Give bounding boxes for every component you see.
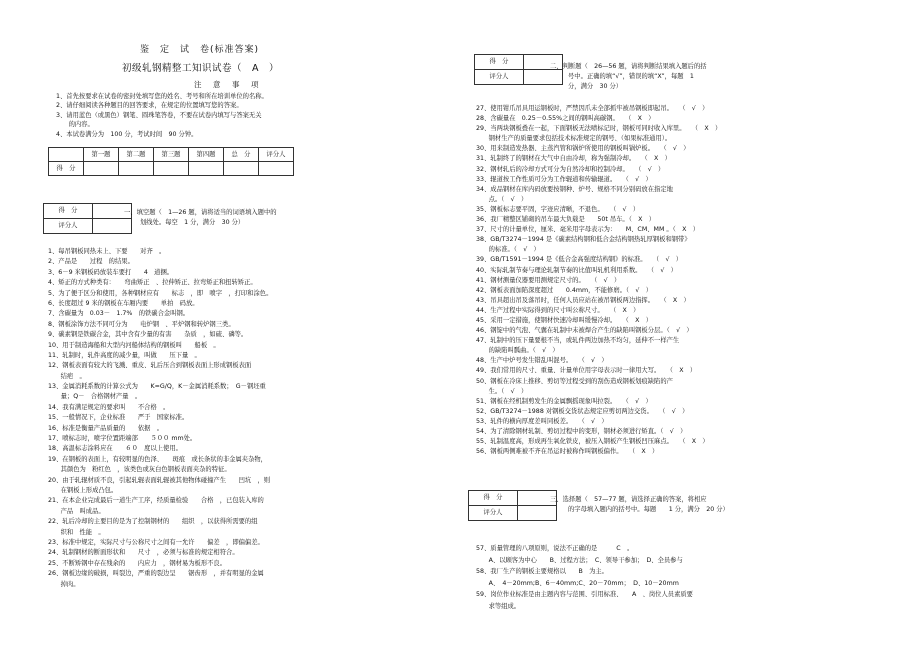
question-item: 29、当两块钢板叠在一起，下面钢板无法喷标记时，钢板可同时收入库里。 （ X ）: [476, 125, 722, 133]
notes-list: [56, 93, 296, 140]
question-item: 51、钢板在经机制剪发生的金属飘摇现象叫拉裂。 （ √ ）: [476, 397, 652, 405]
question-item: 在钢板上形成凸包。: [48, 486, 118, 494]
question-item: 35、钢板标志要平固，字迹应清晰，不退色。 （ √ ）: [476, 205, 640, 213]
question-item: 掉肉。: [48, 580, 80, 588]
grader-label: 评分人: [469, 506, 518, 521]
intro-line: 二、判断题（ 26—56 题，请将判断结果填入题后的括: [550, 63, 707, 70]
question-item: 生。（ √ ）: [476, 387, 528, 395]
grader-label: 评分人: [44, 219, 93, 234]
score-cell[interactable]: [189, 162, 224, 176]
question-item: 量；Q－ 合格钢材产量 。: [48, 393, 142, 401]
question-item: 5、为了便于区分和使用，各种钢材应有 标志 ，即 喷字 ，打印和涂色。: [48, 289, 273, 297]
question-item: 27、使用钳爪吊具用运钢板时，严禁因爪未全部抓牢被吊钢板即起吊。 （ √ ）: [476, 105, 709, 112]
score-header-row: [49, 148, 294, 162]
question-item: [476, 458, 721, 468]
question-item: 19、在钢板的表面上，有较明显的色泽、 斑痕 或长条状的非金属夹杂物，: [48, 455, 267, 463]
question-item: 18、高温标志涂料应在 ６０ 度以上使用。: [48, 445, 182, 453]
question-item: 11、轧制时，轧件高度的减少量，叫做 压下量 。: [48, 351, 201, 359]
question-item: 点。（ √ ）: [476, 195, 528, 203]
question-item: 的缺陷叫瓢曲。（ √ ）: [476, 347, 559, 355]
note-item: 3、请用蓝色（或黑色）钢笔、圆珠笔答卷，不要在试卷内填写与答案无关: [56, 111, 262, 119]
score-label: 得 分: [469, 491, 518, 506]
question-item: 产品 叫成品。: [48, 507, 105, 515]
question-item: 10、用于制造海船和大型内河船体结构的钢板叫 船板 。: [48, 341, 220, 349]
section2-intro: [550, 63, 800, 91]
question-item: 结疤 。: [48, 372, 86, 380]
question-item: 24、轧制钢材的断面形状和 尺寸 ，必须与标准的规定相符合。: [48, 549, 239, 557]
score-label: 得 分: [475, 55, 524, 70]
intro-line: 的字母填入题内的括号中。每题 1 分，满分 20 分）: [568, 505, 729, 513]
question-item: 40、实际轧制节奏与理论轧制节奏的比值叫轧机利用系数。 （ √ ）: [476, 266, 677, 274]
score-header-cell: 第二题: [119, 148, 154, 162]
question-item: 25、不断矫钢中存在残余的 内应力 ，钢材易为板形不良。: [48, 559, 227, 567]
question-item: 34、成品钢材在库内码放要按钢种、炉号、规格不同分别码放在指定地: [476, 185, 673, 193]
score-cell[interactable]: [224, 162, 259, 176]
question-item: A、 4－20mm;B、6－40mm;C、20－70mm； D、10－20mm: [476, 579, 679, 587]
question-item: 其颜色为 粉红色 ，该类色或灰白色钢板表面夹杂的特征。: [48, 466, 231, 474]
question-item: 45、采用一定措施，使钢材快速冷却叫缓慢冷却。 （ X ）: [476, 316, 653, 324]
score-value-row: [49, 162, 294, 176]
question-item: 57、质量管理的八项原则，说法不正确的是 C 。: [476, 545, 634, 552]
question-item: 56、钢板两侧难被不齐在吊运时被称作叫钢板偏作。 （ X ）: [476, 448, 659, 456]
question-item: 6、长度超过 9 米的钢板在车厢内要 单拍 码放。: [48, 299, 199, 307]
section1-questions: [48, 248, 272, 591]
question-item: 9、碳素钢是铁碳合金，其中含有少量的有害 杂质 ，如硫、磷等。: [48, 331, 248, 339]
score-cell[interactable]: [154, 162, 189, 176]
section1-score-box: [43, 203, 132, 234]
section1-intro: [124, 209, 324, 227]
score-cell[interactable]: [119, 162, 154, 176]
score-header-cell: 第三题: [154, 148, 189, 162]
question-item: 43、吊具超出吊及落吊时，任何人员应站在被吊钢板两边指挥。 （ X ）: [476, 296, 690, 304]
question-item: 39、GB/T1591－1994 是《低合金高强度结构钢》的标准。 （ √ ）: [476, 256, 683, 264]
question-item: 3、6－9 米钢板码放装车要打 4 道捆。: [48, 268, 174, 276]
question-item: 22、轧后冷却的主要目的是为了控制钢材的 组织 ，以获得所需要的组: [48, 518, 258, 526]
note-item: 2、请仔细阅读各种题目的回答要求，在规定的位置填写您的答案。: [56, 102, 243, 110]
question-item: 30、用来制造发热器、主蒸汽管和锅炉所使用的钢板叫锅炉板。 （ √ ）: [476, 145, 690, 153]
score-header-cell: [49, 148, 84, 162]
exam-subtitle: 初级轧钢精整工知识试卷（ A ）: [122, 63, 279, 74]
question-item: 54、为了清除钢材轧制、剪切过程中的变形，钢材必须进行矫直。（ √ ）: [476, 428, 687, 435]
question-item: 55、轧制温度高，形成再生氧化铁皮，被压入钢板产生钢板凹压麻点。 （ X ）: [476, 438, 709, 446]
question-item: 的标准。（ √ ）: [476, 246, 540, 254]
score-header-cell: 第一题: [84, 148, 119, 162]
intro-line: 三、选择题（ 57—77 题，请选择正确的答案，将相应: [550, 496, 707, 503]
question-item: 2、产品是 过程 的结果。: [48, 258, 134, 266]
question-item: 44、生产过程中实际得到的尺寸叫公称尺寸。 （ X ）: [476, 306, 640, 314]
note-item: 的内容。: [56, 121, 94, 129]
notice-title: 注 意 事 项: [194, 80, 261, 89]
section3-score-box: [468, 490, 557, 521]
question-item: 37、尺寸的计量单位，厘米、毫米用字母表示为： M、CM、MM 。（ X ）: [476, 226, 700, 234]
question-item: A、以顾客为中心 B、过程方法； C、领导干参加； D、全员参与: [476, 556, 683, 564]
question-item: 41、钢材测量仪器要用测规定尺寸的。 （ √ ）: [476, 276, 621, 284]
question-item: 织和 性能 。: [48, 528, 105, 536]
question-item: 8、钢板涂饰方法不同可分为 电炉钢 、平炉钢和转炉钢三类。: [48, 320, 235, 328]
question-item: 1、每吊钢板同热未上、下要 对齐 。: [48, 248, 166, 255]
question-item: 48、生产中炉号发生错乱叫混号。 （ √ ）: [476, 357, 608, 365]
question-item: 求等组成。: [476, 602, 521, 610]
section3-intro: [550, 496, 800, 514]
score-cell[interactable]: [84, 162, 119, 176]
grader-label: 评分人: [475, 70, 524, 85]
score-cell[interactable]: [259, 162, 294, 176]
section2-questions: [476, 105, 721, 468]
score-header-cell: 第四题: [189, 148, 224, 162]
score-label: 得 分: [44, 204, 93, 219]
score-row-label: 得 分: [49, 162, 84, 176]
question-item: 46、钢锭中的气泡、气囊在轧制中未被焊合产生的缺陷叫钢板分层。（ √ ）: [476, 327, 693, 335]
question-item: 20、由于轧辊材质不良，引起轧辊表面轧辊被其他物体碰撞产生 凹坑 ，则: [48, 476, 271, 484]
question-item: 32、钢材轧后的冷却方式可分为自然冷却和控制冷却。 （ √ ）: [476, 165, 665, 173]
question-item: 59、岗位作业标准是由主题内容与范围、引用标准、 A 、岗位人员素质要: [476, 591, 693, 598]
question-item: 4、矫正的方式种类有： 弯曲矫正 、拉伸矫正、拉弯矫正和扭转矫正。: [48, 279, 257, 287]
score-header-cell: 总 分: [224, 148, 259, 162]
intro-line: 划线处。每空 1 分，满分 30 分）: [140, 218, 245, 226]
question-item: 13、金属消耗系数的计算公式为 K=G/Q，K－金属消耗系数； G－钢坯重: [48, 383, 266, 391]
question-item: 42、钢板表面加陷深度超过 0.4mm，不能修磨。（ √ ）: [476, 286, 652, 294]
question-item: 26、钢板边缘的破损，叫裂边，严重的裂边呈 锯齿形 ，并有明显的金属: [48, 570, 264, 578]
question-item: 53、轧件的横向厚度差叫同板差。 （ √ ）: [476, 417, 608, 425]
note-item: 4、本试卷满分为 100 分，考试时间 90 分钟。: [56, 130, 198, 138]
section3-questions: [476, 545, 693, 614]
question-item: 28、含碳量在 0.25－0.55%之间的钢叫高碳钢。 （ X ）: [476, 115, 655, 123]
question-item: 33、辊道按工作性质可分为工作辊道和传输辊道。 （ √ ）: [476, 175, 652, 183]
question-item: 38、GB/T3274－1994 是《碳素结构钢和低合金结构钢热轧厚钢板和钢带》: [476, 236, 691, 244]
intro-line: 一、填空题（ 1—26 题，请将适当的词语填入题中的: [124, 209, 277, 216]
question-item: 50、钢板在冷床上推移、剪切等过程受到的刮伤造成钢板划痕缺陷的产: [476, 377, 673, 385]
question-item: 23、标准中规定，实际尺寸与公称尺寸之间有一允许 偏差 ，即偏偏差。: [48, 538, 264, 546]
intro-line: 分，满分 30 分）: [568, 82, 623, 90]
question-item: 58、我厂生产的钢板主要规格以 B 为主。: [476, 568, 608, 575]
question-item: 52、GB/T3274－1988 对钢板交货状态规定应剪切两边交货。 （ √ ）: [476, 407, 689, 415]
question-item: 36、我厂精整区铺砌的吊车最大负载是 50t 吊车。（ X ）: [476, 216, 656, 224]
intro-line: 号中。正确的填“√”，错误的填“X”，每题 1: [568, 72, 694, 80]
score-header-cell: 评分人: [259, 148, 294, 162]
score-table: [48, 147, 294, 176]
question-item: 16、标准是衡量产品质量的 依据 。: [48, 424, 164, 432]
question-item: 12、钢板表面有较大的飞溅、重皮、轧后压合到钢板表面上形成钢板表面: [48, 362, 252, 370]
question-item: 7、含碳量为 0.03－ 1.7% 的铁碳合金叫钢。: [48, 310, 190, 318]
question-item: 21、在本企业完成最后一道生产工序，经质量检验 合格 ，已包装入库的: [48, 497, 264, 505]
question-item: 15、一般情况下，企业标准 严于 国家标准。: [48, 414, 189, 422]
question-item: 49、我们常用的尺寸、重量、计量单位用字母表示时一律用大写。 （ X ）: [476, 367, 697, 375]
question-item: 47、轧制中的压下量要根不当，或轧件两边加热不均匀，延伸不一样产生: [476, 337, 680, 345]
question-item: 17、喷标志时，喷字位置距端部 ５００ mm处。: [48, 435, 197, 443]
exam-title: 鉴 定 试 卷(标准答案): [140, 45, 260, 55]
question-item: 钢材生产的质量要求包括技术标准规定的钢号、（如果标准通用）。: [476, 135, 672, 143]
question-item: 31、轧制终了的钢材在大气中自由冷却，称为强制冷却。 （ X ）: [476, 155, 671, 163]
question-item: 14、我有满足规定的要求叫 不合格 。: [48, 403, 170, 411]
note-item: 1、首先按要求在试卷的密封处填写您的姓名、考号和所在培训单位的名称。: [56, 93, 268, 100]
